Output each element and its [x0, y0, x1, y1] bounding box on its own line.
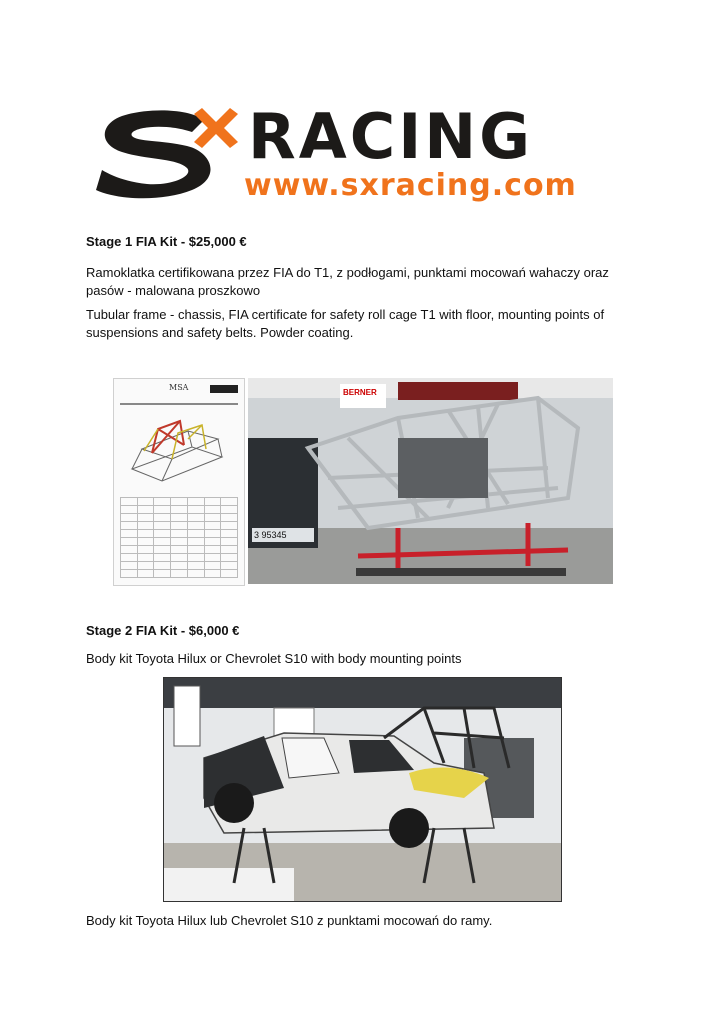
fia-certificate-image — [113, 378, 245, 586]
stage2-description-en: Body kit Toyota Hilux or Chevrolet S10 with body mounting points — [86, 651, 462, 666]
stage1-description-en: Tubular frame - chassis, FIA certificate for safety roll cage T1 with floor, mounting points of suspensions and safety belts. Powder coating. — [86, 307, 605, 340]
stage1-heading: Stage 1 FIA Kit - $25,000 € — [86, 234, 247, 249]
car-number-plate: 3 95345 — [254, 530, 287, 540]
certificate-number-box — [210, 385, 238, 393]
stage2-heading: Stage 2 FIA Kit - $6,000 € — [86, 623, 240, 638]
msa-logo: MSA — [169, 383, 189, 392]
logo-brand-text: RACING — [248, 100, 534, 173]
stage2-description-pl: Body kit Toyota Hilux lub Chevrolet S10 z punktami mocowań do ramy. — [86, 913, 493, 928]
roll-cage-photo — [248, 378, 613, 584]
stage1-description-pl: Ramoklatka certifikowana przez FIA do T1, z podłogami, punktami mocowań wahaczy oraz pasów - malowana proszkowo — [86, 265, 609, 298]
sx-racing-logo — [92, 100, 632, 210]
certificate-header-line — [120, 403, 238, 405]
certificate-table — [120, 497, 238, 578]
berner-sign: BERNER — [343, 388, 377, 397]
logo-url-text: www.sxracing.com — [244, 168, 577, 203]
roll-cage-drawing — [122, 409, 234, 489]
sx-logo-mark — [92, 102, 242, 202]
body-kit-photo — [163, 677, 562, 902]
